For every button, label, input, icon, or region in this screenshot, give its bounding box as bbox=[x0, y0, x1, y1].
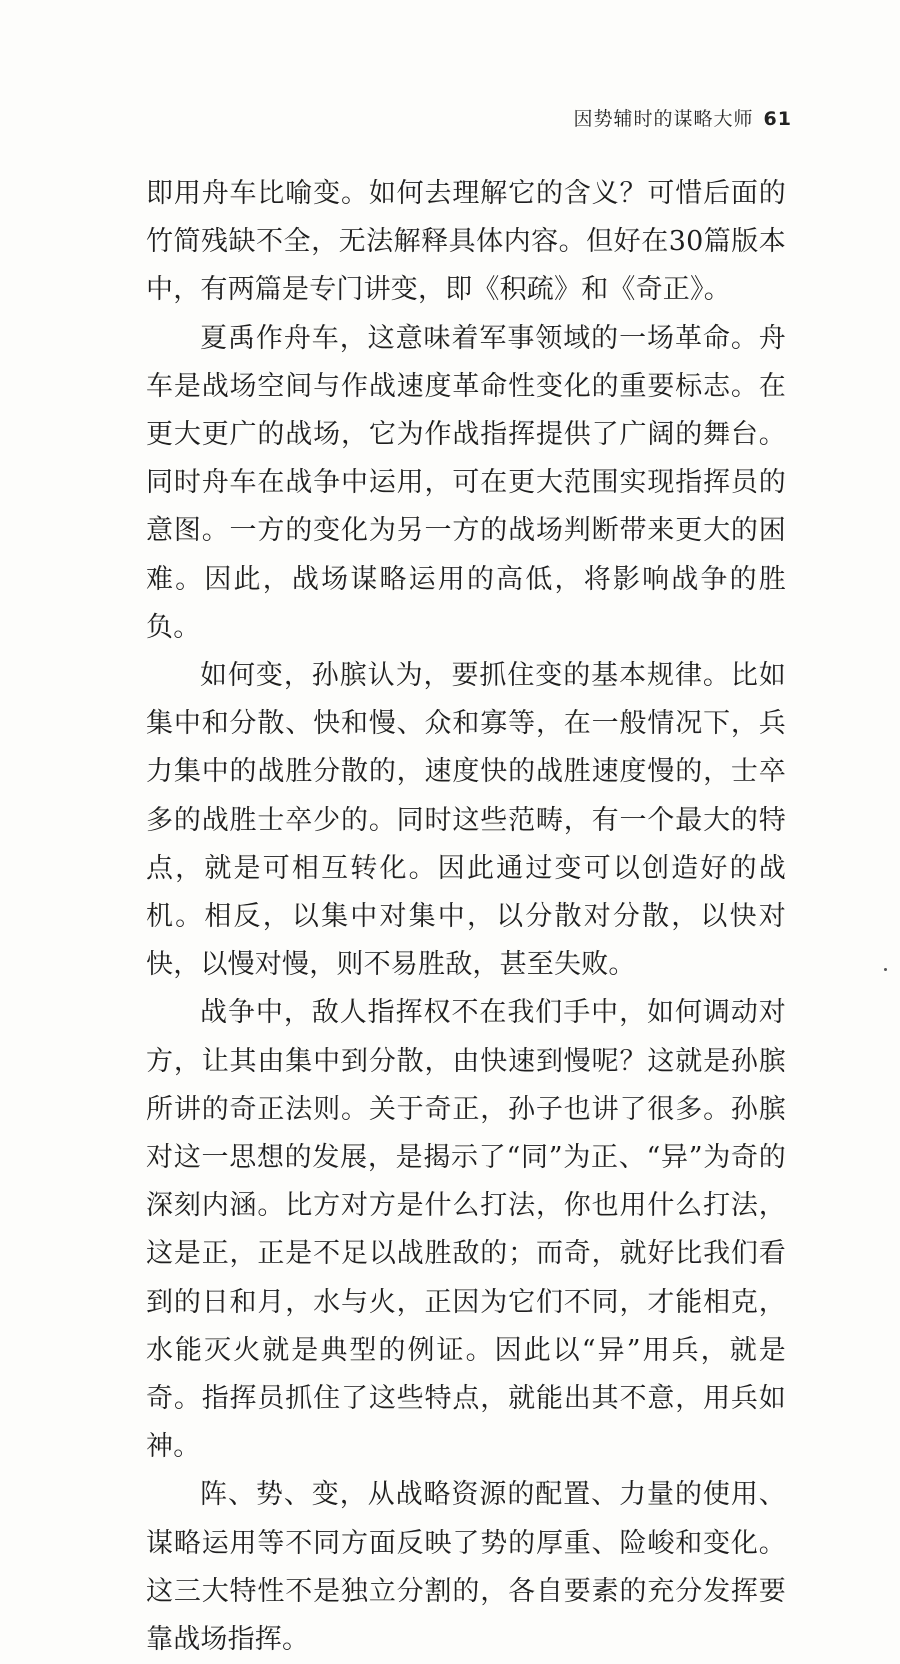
running-header bbox=[574, 104, 792, 131]
paragraph: 如何变，孙膑认为，要抓住变的基本规律。比如集中和分散、快和慢、众和寡等，在一般情况下，兵力集中的战胜分散的，速度快的战胜速度慢的，士卒多的战胜士卒少的。同时这些范畴，有一个最大的特点，就是可相互转化。因此通过变可以创造好的战机。相反，以集中对集中，以分散对分散，以快对快，以慢对慢，则不易胜敌，甚至失败。 bbox=[146, 660, 786, 981]
paragraph: 夏禹作舟车，这意味着军事领域的一场革命。舟车是战场空间与作战速度革命性变化的重要标志。在更大更广的战场，它为作战指挥提供了广阔的舞台。同时舟车在战争中运用，可在更大范围实现指挥员的意图。一方的变化为另一方的战场判断带来更大的困难。因此，战场谋略运用的高低，将影响战争的胜负。 bbox=[146, 322, 786, 643]
paragraph: 阵、势、变，从战略资源的配置、力量的使用、谋略运用等不同方面反映了势的厚重、险峻和变化。这三大特性不是独立分割的，各自要素的充分发挥要靠战场指挥。 bbox=[146, 1479, 786, 1656]
scan-speck bbox=[884, 968, 887, 971]
chapter-title: 因势辅时的谋略大师 bbox=[573, 108, 754, 130]
body-text bbox=[146, 170, 786, 1664]
paragraph-continued: 即用舟车比喻变。如何去理解它的含义？可惜后面的竹简残缺不全，无法解释具体内容。但好在30篇版本中，有两篇是专门讲变，即《积疏》和《奇正》。 bbox=[146, 178, 786, 306]
page-number: 61 bbox=[763, 108, 792, 130]
paragraph: 战争中，敌人指挥权不在我们手中，如何调动对方，让其由集中到分散，由快速到慢呢？这就是孙膑所讲的奇正法则。关于奇正，孙子也讲了很多。孙膑对这一思想的发展，是揭示了“同”为正、“异”为奇的深刻内涵。比方对方是什么打法，你也用什么打法，这是正，正是不足以战胜敌的；而奇，就好比我们看到的日和月，水与火，正因为它们不同，才能相克，水能灭火就是典型的例证。因此以“异”用兵，就是奇。指挥员抓住了这些特点，就能出其不意，用兵如神。 bbox=[146, 997, 786, 1463]
